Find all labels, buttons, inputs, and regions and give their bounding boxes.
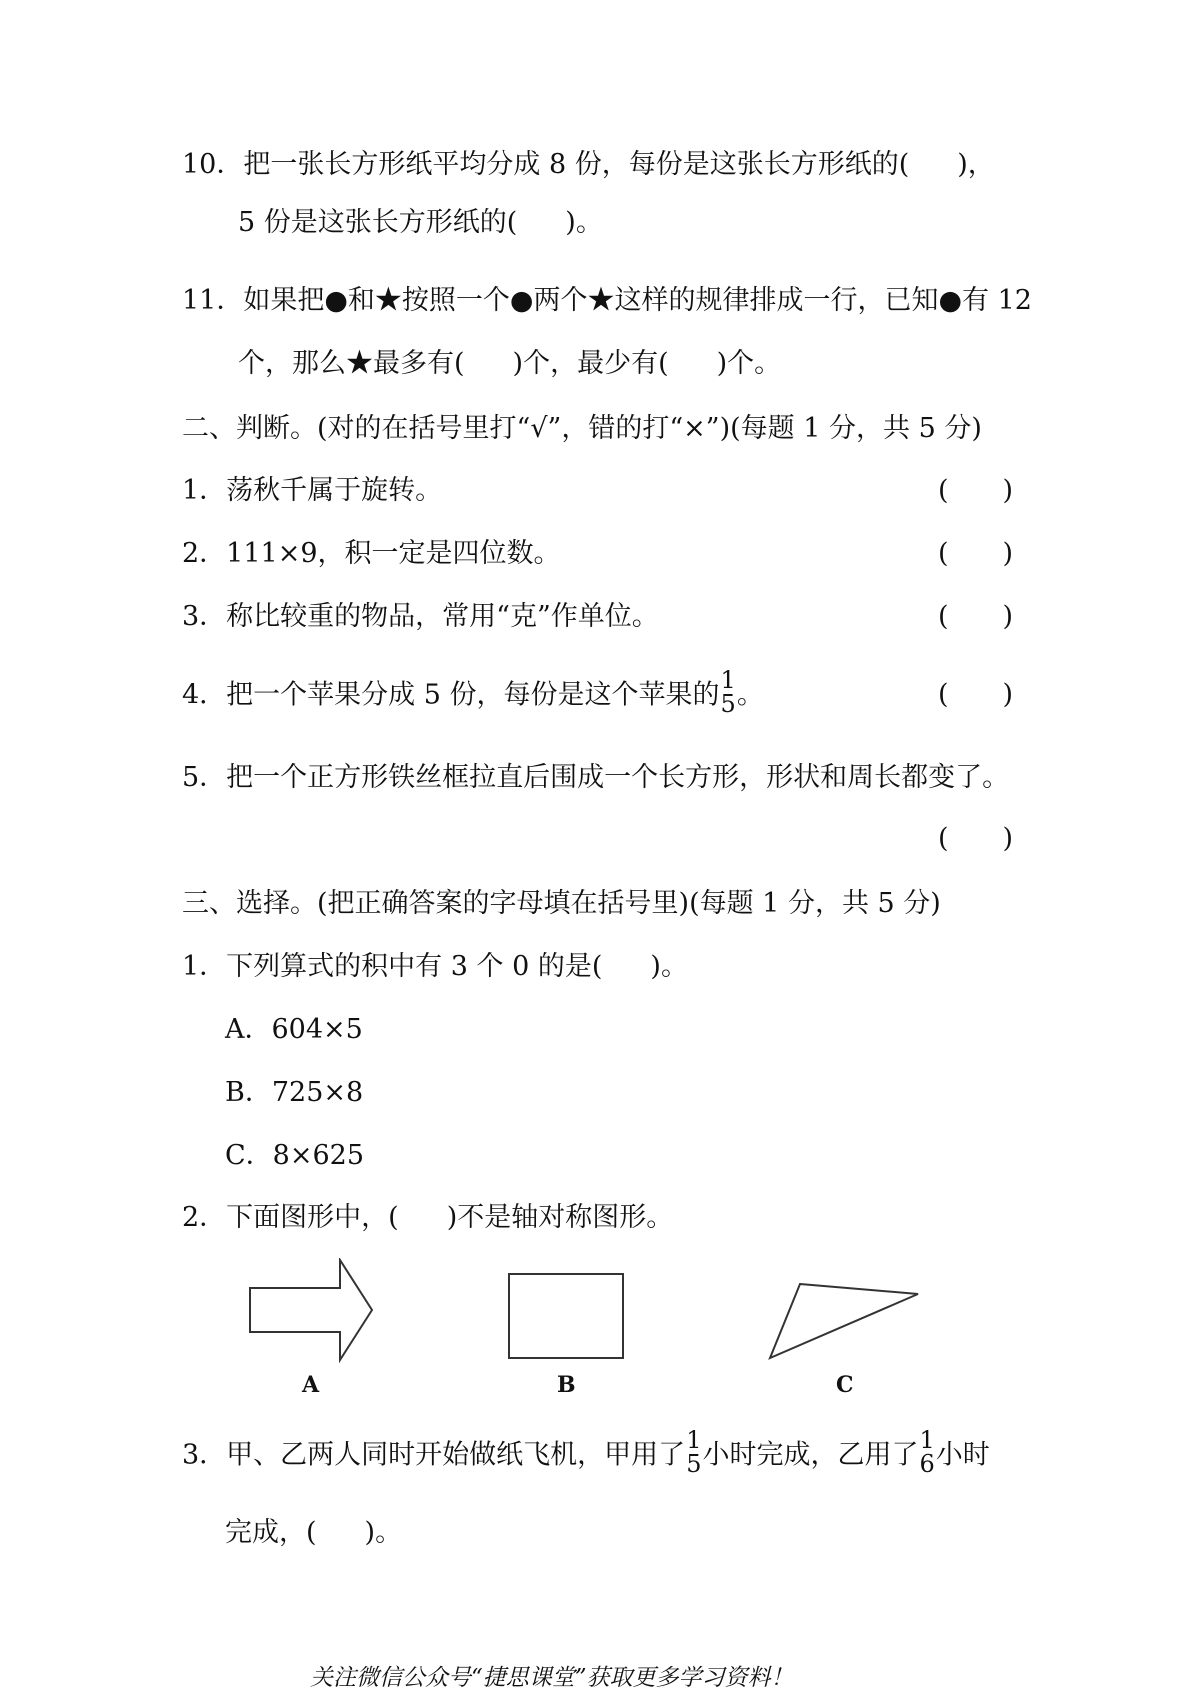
answer-bracket[interactable]: ( ) <box>938 538 1014 569</box>
fraction-denominator: 5 <box>720 690 736 718</box>
mc-q3-line2 <box>225 1516 402 1550</box>
tf-item-5: 5．把一个正方形铁丝框拉直后围成一个长方形，形状和周长都变了。 <box>182 762 1010 793</box>
arrow-shape <box>250 1260 372 1360</box>
tf-item-4-text-b: 。 <box>736 679 764 711</box>
shape-figures <box>0 1258 1200 1418</box>
figure-label-a[interactable]: A <box>302 1372 320 1398</box>
answer-bracket[interactable]: ( ) <box>938 679 1014 710</box>
q11-line2-text-a: 个，那么★最多有( <box>238 348 465 379</box>
mc-q2-text-a: 2．下面图形中，( <box>182 1202 399 1233</box>
fraction-denominator: 5 <box>686 1450 702 1478</box>
figure-label-c[interactable]: C <box>836 1372 854 1398</box>
mc-q1-text-a: 1．下列算式的积中有 3 个 0 的是( <box>182 951 603 982</box>
fraction-denominator: 6 <box>919 1450 935 1478</box>
fraction <box>721 668 736 716</box>
mc-q3-line2-text-a: 完成，( <box>225 1517 317 1548</box>
fraction-numerator: 1 <box>720 666 736 694</box>
mc-q1-option-c[interactable]: C．8×625 <box>225 1140 364 1171</box>
answer-bracket[interactable]: ( ) <box>938 601 1014 632</box>
mc-q2-text-b: )不是轴对称图形。 <box>446 1202 674 1233</box>
mc-q3-text-c: 小时 <box>935 1439 990 1471</box>
q11-line2-text-b: )个，最少有( <box>512 348 669 379</box>
fraction <box>686 1428 701 1476</box>
q11-line2-text-c: )个。 <box>716 348 782 379</box>
tf-item-4-text-a: 4．把一个苹果分成 5 份，每份是这个苹果的 <box>182 679 720 711</box>
mc-q1-stem <box>182 950 688 984</box>
tf-item-2: 2．111×9，积一定是四位数。 <box>182 538 561 569</box>
section2-title: 二、判断。(对的在括号里打“√”，错的打“×”)(每题 1 分，共 5 分) <box>182 413 982 444</box>
mc-q2-stem <box>182 1201 673 1235</box>
shapes-drawing <box>0 1258 1200 1418</box>
tf-item-3: 3．称比较重的物品，常用“克”作单位。 <box>182 601 659 632</box>
q10-text-b: )， <box>957 149 995 180</box>
fraction-numerator: 1 <box>686 1426 702 1454</box>
fraction <box>919 1428 934 1476</box>
mc-q1-text-b: )。 <box>650 951 688 982</box>
mc-q3-text-a: 3．甲、乙两人同时开始做纸飞机，甲用了 <box>182 1439 686 1471</box>
q11-line2 <box>238 347 781 381</box>
tf-item-1: 1．荡秋千属于旋转。 <box>182 475 443 506</box>
rectangle-shape <box>509 1274 623 1358</box>
q10-text-a: 10．把一张长方形纸平均分成 8 份，每份是这张长方形纸的( <box>182 149 910 180</box>
answer-bracket[interactable]: ( ) <box>938 475 1014 506</box>
q11-line1: 11．如果把●和★按照一个●两个★这样的规律排成一行，已知●有 12 <box>182 285 1032 316</box>
q10-line2-text-b: )。 <box>565 207 603 238</box>
figure-label-b[interactable]: B <box>557 1372 576 1398</box>
mc-q3-text-b: 小时完成，乙用了 <box>702 1439 919 1471</box>
section3-title: 三、选择。(把正确答案的字母填在括号里)(每题 1 分，共 5 分) <box>182 888 941 919</box>
tf-item-4 <box>182 666 764 728</box>
mc-q3-line1 <box>182 1426 990 1492</box>
q10-line1 <box>182 148 995 182</box>
q10-line2-text-a: 5 份是这张长方形纸的( <box>238 207 518 238</box>
mc-q1-option-b[interactable]: B．725×8 <box>225 1077 364 1108</box>
q10-line2 <box>238 206 603 240</box>
mc-q1-option-a[interactable]: A．604×5 <box>225 1014 363 1045</box>
fraction-numerator: 1 <box>919 1426 935 1454</box>
mc-q3-line2-text-b: )。 <box>364 1517 403 1548</box>
triangle-shape <box>770 1284 918 1358</box>
footer-note: 关注微信公众号“捷思课堂”获取更多学习资料！ <box>310 1665 794 1691</box>
answer-bracket[interactable]: ( ) <box>938 823 1014 854</box>
